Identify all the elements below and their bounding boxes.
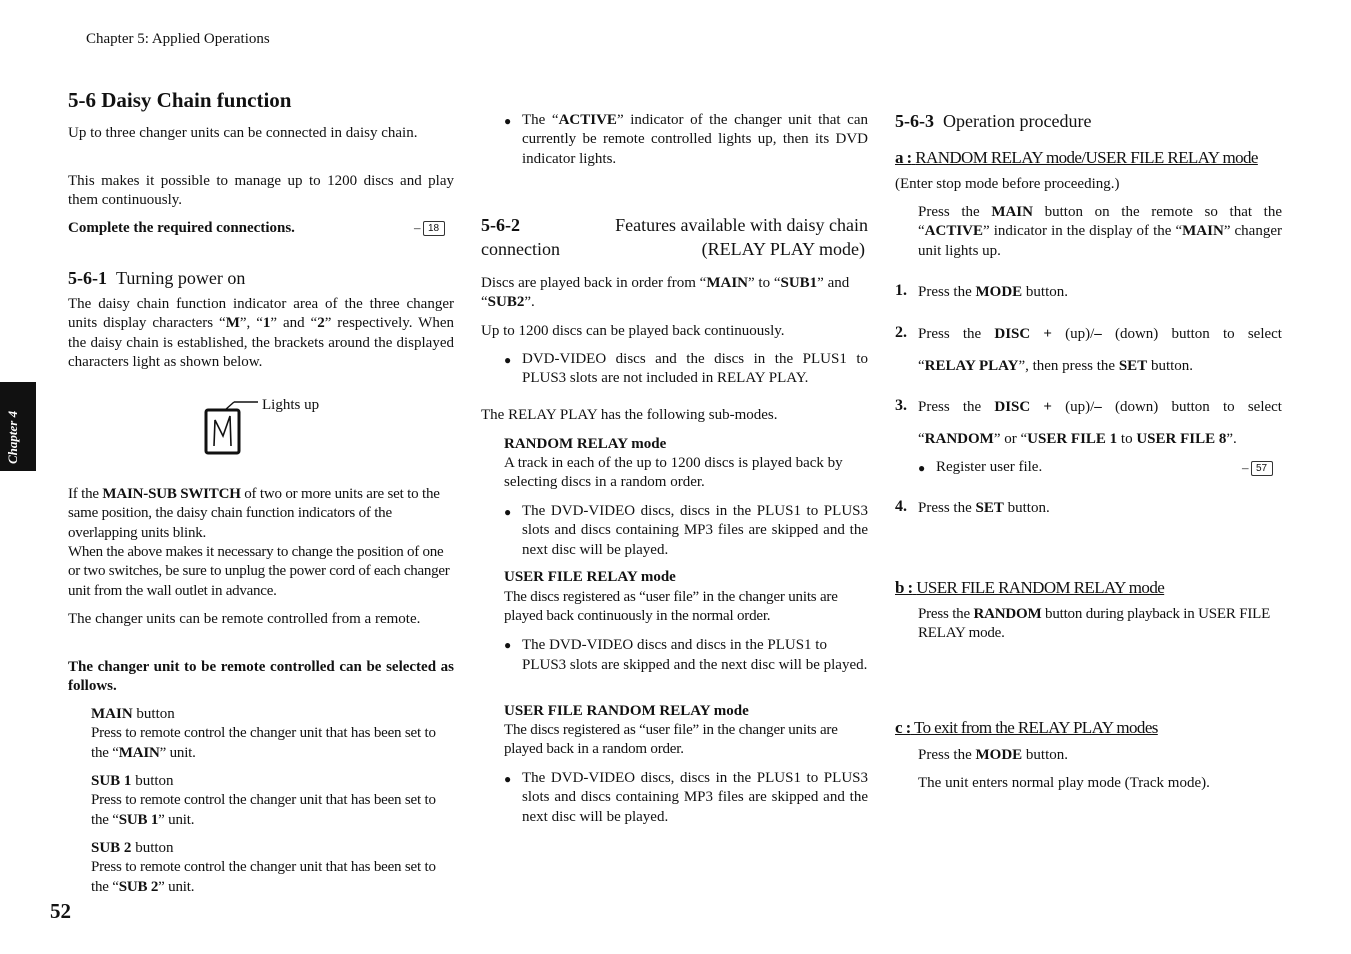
intro-paragraph-1: Up to three changer units can be connected in daisy chain. (68, 125, 418, 141)
section-title: 5-6 Daisy Chain function (68, 88, 292, 112)
active-indicator-bullet: The “ACTIVE” indicator of the changer unit that can currently be remote controlled lights up, then its DVD indicator lights. (522, 112, 868, 167)
step-4: Press the SET button. (918, 500, 1050, 516)
step-number: 4. (895, 498, 907, 515)
turning-on-paragraph: The daisy chain function indicator area of the three changer units display characters “M”, “1” and “2” respectively. When the daisy chain is established, the brackets around the displayed characters light as shown below. (68, 296, 455, 371)
play-order-paragraph: Discs are played back in order from “MAIN” to “SUB1” and “SUB2”. (481, 275, 850, 311)
step-number: 2. (895, 324, 907, 341)
bullet-icon: ● (504, 114, 512, 128)
indicator-bracket (206, 410, 239, 453)
subsection-5-6-1 (68, 268, 245, 289)
page-reference[interactable]: – 57 (1242, 460, 1273, 476)
switch-paragraph-2: When the above makes it necessary to change the position of one or two switches, be sure to unplug the power cord of each changer unit from the wall outlet in advance. (68, 544, 450, 599)
sub1-button-item: SUB 1 button Press to remote control the changer unit that has been set to the “SUB 1” unit. (91, 773, 436, 828)
mode-button-paragraph: Press the MODE button. (918, 747, 1069, 763)
subsection-title-line-2: connection (481, 239, 560, 259)
bullet-icon: ● (504, 505, 512, 519)
continuous-paragraph: Up to 1200 discs can be played back continuously. (481, 323, 785, 339)
bullet-icon: ● (504, 772, 512, 786)
mode-c-heading: c : To exit from the RELAY PLAY modes (895, 718, 1158, 737)
random-button-paragraph: Press the RANDOM button during playback in USER FILE RELAY mode. (918, 606, 1271, 642)
step-number: 3. (895, 397, 907, 414)
main-active-paragraph: Press the MAIN button on the remote so that the “ACTIVE” indicator in the display of the “MAIN” changer unit lights up. (918, 204, 1283, 259)
bullet-icon: ● (504, 638, 512, 652)
intro-paragraph-2: This makes it possible to manage up to 1200 discs and play them continuously. (68, 173, 454, 209)
bullet-icon: ● (504, 353, 512, 367)
dvd-excluded-bullet: DVD-VIDEO discs and the discs in the PLUS1 to PLUS3 slots are not included in RELAY PLAY. (522, 351, 868, 387)
subsection-title-line-3: (RELAY PLAY mode) (701, 239, 865, 259)
switch-paragraph: If the MAIN-SUB SWITCH of two or more units are set to the same position, the daisy chain function indicators of the overlapping units blink. (68, 486, 440, 541)
bullet-icon: ● (918, 461, 926, 475)
normal-mode-paragraph: The unit enters normal play mode (Track mode). (918, 775, 1210, 791)
page-number: 52 (50, 899, 71, 923)
subsection-title: Turning power on (116, 268, 246, 288)
step-3-line-2: “RANDOM” or “USER FILE 1 to USER FILE 8”. (918, 431, 1237, 447)
running-header: Chapter 5: Applied Operations (86, 31, 270, 47)
connections-note: Complete the required connections. (68, 220, 295, 236)
subsection-number: 5-6-1 (68, 268, 107, 288)
remote-select-note: The changer unit to be remote controlled can be selected as follows. (68, 659, 454, 695)
remote-paragraph: The changer units can be remote controlled from a remote. (68, 611, 421, 627)
user-file-random-title: USER FILE RANDOM RELAY mode (504, 703, 749, 719)
user-file-relay-title: USER FILE RELAY mode (504, 569, 676, 585)
random-relay-bullet: The DVD-VIDEO discs, discs in the PLUS1 to PLUS3 slots and discs containing MP3 files are skipped and the next disc will be played. (522, 503, 868, 558)
user-file-random-bullet: The DVD-VIDEO discs, discs in the PLUS1 to PLUS3 slots and discs containing MP3 files are skipped and the next disc will be played. (522, 770, 868, 825)
subsection-5-6-3 (895, 111, 1091, 132)
mode-b-heading: b : USER FILE RANDOM RELAY mode (895, 578, 1165, 597)
subsection-5-6-2 (481, 215, 868, 260)
step-2-line-2: “RELAY PLAY”, then press the SET button. (918, 358, 1194, 374)
random-relay-description: A track in each of the up to 1200 discs is played back by selecting discs in a random order. (504, 455, 843, 491)
step-number: 1. (895, 282, 907, 299)
register-user-file-bullet: Register user file. (936, 459, 1043, 475)
book-icon: 18 (423, 221, 445, 236)
m-character (214, 416, 231, 446)
chapter-side-tab-label: Chapter 4 (5, 410, 20, 464)
chapter-side-tab (0, 382, 36, 471)
main-button-item: MAIN button Press to remote control the changer unit that has been set to the “MAIN” unit. (91, 706, 436, 761)
user-file-relay-description: The discs registered as “user file” in the changer units are played back continuously in the normal order. (504, 589, 838, 625)
mode-a-heading: a : RANDOM RELAY mode/USER FILE RELAY mode (895, 148, 1258, 167)
submodes-paragraph: The RELAY PLAY has the following sub-modes. (481, 407, 778, 423)
step-2-line-1: Press the DISC + (up)/– (down) button to select (918, 326, 1282, 342)
book-icon: 57 (1251, 461, 1273, 476)
step-3-line-1: Press the DISC + (up)/– (down) button to select (918, 399, 1282, 415)
subsection-title-line-1: Features available with daisy chain (615, 215, 868, 235)
user-file-relay-bullet: The DVD-VIDEO discs and discs in the PLUS1 to PLUS3 slots are skipped and the next disc will be played. (522, 637, 868, 673)
random-relay-title: RANDOM RELAY mode (504, 436, 667, 452)
step-1: Press the MODE button. (918, 284, 1069, 300)
indicator-illustration (200, 398, 262, 458)
lights-up-label: Lights up (262, 397, 320, 413)
subsection-number: 5-6-3 (895, 111, 934, 131)
subsection-number: 5-6-2 (481, 215, 520, 235)
user-file-random-description: The discs registered as “user file” in the changer units are played back in a random order. (504, 722, 838, 758)
sub2-button-item: SUB 2 button Press to remote control the changer unit that has been set to the “SUB 2” unit. (91, 840, 436, 895)
stop-mode-note: (Enter stop mode before proceeding.) (895, 176, 1120, 192)
page-reference[interactable]: – 18 (414, 220, 445, 236)
subsection-title: Operation procedure (943, 111, 1092, 131)
